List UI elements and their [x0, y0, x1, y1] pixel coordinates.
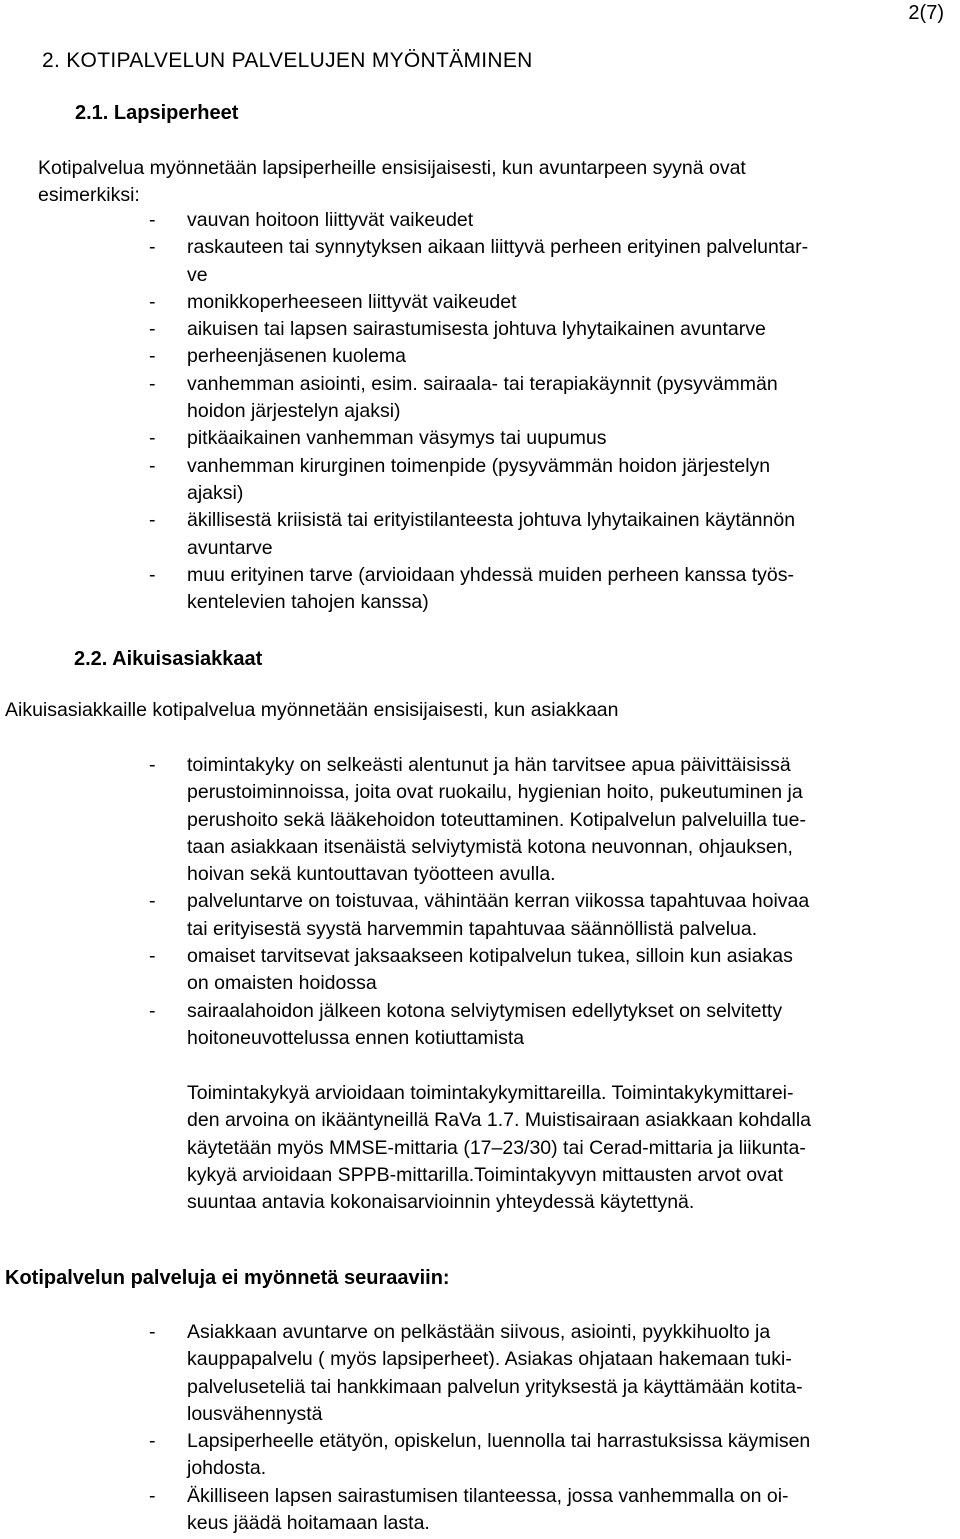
list-item-line: kentelevien tahojen kanssa) — [187, 591, 429, 614]
main-heading: 2. KOTIPALVELUN PALVELUJEN MYÖNTÄMINEN — [42, 49, 533, 72]
list-item-line: perheenjäsenen kuolema — [187, 345, 406, 368]
list-item-line: Asiakkaan avuntarve on pelkästään siivous, asiointi, pyykkihuolto ja — [187, 1321, 771, 1343]
adults-criteria-list — [149, 752, 949, 1052]
list-item — [149, 888, 949, 943]
assessment-line: kykyä arvioidaan SPPB-mittarilla.Toimintakyvyn mittausten arvot ovat — [187, 1163, 784, 1186]
section-heading-not-granted: Kotipalvelun palveluja ei myönnetä seuraaviin: — [5, 1267, 450, 1289]
dash-bullet: - — [149, 563, 156, 586]
families-intro-line: esimerkiksi: — [38, 184, 140, 207]
dash-bullet: - — [149, 345, 156, 368]
dash-bullet: - — [149, 209, 156, 231]
list-item-line: palveluntarve on toistuvaa, vähintään kerran viikossa tapahtuvaa hoivaa — [187, 890, 810, 913]
list-item-line: muu erityinen tarve (arvioidaan yhdessä muiden perheen kanssa työs- — [187, 563, 794, 586]
list-item-line: tai erityisestä syystä harvemmin tapahtuvaa säännöllistä palvelua. — [187, 917, 758, 940]
dash-bullet: - — [149, 372, 156, 395]
dash-bullet: - — [149, 318, 156, 341]
adults-intro: Aikuisasiakkaille kotipalvelua myönnetään ensisijaisesti, kun asiakkaan — [5, 699, 619, 721]
dash-bullet: - — [149, 1321, 156, 1343]
list-item — [149, 343, 939, 370]
families-intro-line: Kotipalvelua myönnetään lapsiperheille ensisijaisesti, kun avuntarpeen syynä ovat — [38, 157, 746, 179]
list-item-line: avuntarve — [187, 536, 273, 559]
list-item-line: Lapsiperheelle etätyön, opiskelun, luennolla tai harrastuksissa käymisen — [187, 1430, 811, 1453]
list-item-line: äkillisestä kriisistä tai erityistilanteesta johtuva lyhytaikainen käytännön — [187, 509, 796, 532]
assessment-line: Toimintakykyä arvioidaan toimintakykymittareilla. Toimintakykymittarei- — [187, 1082, 794, 1104]
list-item-line: raskauteen tai synnytyksen aikaan liittyvä perheen erityinen palveluntar- — [187, 236, 809, 259]
list-item-line: Äkilliseen lapsen sairastumisen tilanteessa, jossa vanhemmalla on oi- — [187, 1484, 789, 1507]
section-heading-adults: 2.2. Aikuisasiakkaat — [74, 648, 263, 670]
list-item — [149, 371, 939, 426]
list-item-line: vanhemman kirurginen toimenpide (pysyvämmän hoidon järjestelyn — [187, 454, 771, 477]
dash-bullet: - — [149, 427, 156, 450]
dash-bullet: - — [149, 454, 156, 477]
list-item — [149, 207, 939, 234]
dash-bullet: - — [149, 999, 156, 1022]
list-item-line: keus jäädä hoitamaan lasta. — [187, 1512, 430, 1535]
assessment-line: käytetään myös MMSE-mittaria (17–23/30) tai Cerad-mittaria ja liikunta- — [187, 1136, 806, 1159]
page-number: 2(7) — [908, 2, 944, 24]
list-item-line: kauppapalvelu ( myös lapsiperheet). Asiakas ohjataan hakemaan tuki- — [187, 1348, 792, 1371]
list-item-line: taan asiakkaan itsenäistä selviytymistä kotona neuvonnan, ohjauksen, — [187, 835, 793, 858]
list-item — [149, 562, 939, 617]
list-item-line: hoivan sekä kuntouttavan työotteen avulla. — [187, 863, 556, 886]
list-item — [149, 507, 939, 562]
list-item-line: ajaksi) — [187, 481, 244, 504]
dash-bullet: - — [149, 754, 156, 776]
list-item — [149, 1483, 939, 1538]
list-item — [149, 998, 949, 1053]
section-heading-families: 2.1. Lapsiperheet — [75, 102, 239, 124]
dash-bullet: - — [149, 236, 156, 259]
list-item — [149, 316, 939, 343]
list-item — [149, 289, 939, 316]
list-item-line: hoitoneuvottelussa ennen kotiuttamista — [187, 1026, 525, 1049]
list-item-line: lousvähennystä — [187, 1402, 323, 1425]
dash-bullet: - — [149, 890, 156, 913]
list-item — [149, 425, 939, 452]
dash-bullet: - — [149, 1484, 156, 1507]
dash-bullet: - — [149, 1430, 156, 1453]
list-item-line: aikuisen tai lapsen sairastumisesta johtuva lyhytaikainen avuntarve — [187, 318, 766, 341]
list-item — [149, 453, 939, 508]
list-item-line: hoidon järjestelyn ajaksi) — [187, 400, 401, 423]
assessment-line: suuntaa antavia kokonaisarvioinnin yhteydessä käytettynä. — [187, 1191, 695, 1214]
list-item-line: ve — [187, 263, 208, 286]
list-item-line: omaiset tarvitsevat jaksaakseen kotipalvelun tukea, silloin kun asiakas — [187, 945, 793, 968]
list-item-line: perustoiminnoissa, joita ovat ruokailu, hygienian hoito, pukeutuminen ja — [187, 781, 803, 804]
assessment-paragraph — [187, 1080, 947, 1216]
list-item — [149, 1319, 939, 1428]
list-item-line: palveluseteliä tai hankkimaan palvelun yrityksestä ja käyttämään kotita- — [187, 1375, 803, 1398]
list-item-line: monikkoperheeseen liittyvät vaikeudet — [187, 290, 517, 313]
list-item-line: vanhemman asiointi, esim. sairaala- tai terapiakäynnit (pysyvämmän — [187, 372, 778, 395]
assessment-line: den arvoina on ikääntyneillä RaVa 1.7. Muistisairaan asiakkaan kohdalla — [187, 1109, 812, 1132]
families-criteria-list — [149, 207, 939, 616]
list-item-line: on omaisten hoidossa — [187, 972, 377, 995]
list-item — [149, 752, 949, 888]
families-intro — [38, 155, 938, 210]
list-item-line: sairaalahoidon jälkeen kotona selviytymisen edellytykset on selvitetty — [187, 999, 783, 1022]
list-item — [149, 1428, 939, 1483]
not-granted-list — [149, 1319, 939, 1537]
list-item — [149, 234, 939, 289]
list-item-line: pitkäaikainen vanhemman väsymys tai uupumus — [187, 427, 607, 450]
list-item-line: vauvan hoitoon liittyvät vaikeudet — [187, 209, 474, 231]
dash-bullet: - — [149, 509, 156, 532]
list-item-line: johdosta. — [187, 1457, 267, 1480]
list-item-line: toimintakyky on selkeästi alentunut ja hän tarvitsee apua päivittäisissä — [187, 754, 791, 776]
list-item-line: perushoito sekä lääkehoidon toteuttaminen. Kotipalvelun palveluilla tue- — [187, 808, 806, 831]
list-item — [149, 943, 949, 998]
dash-bullet: - — [149, 290, 156, 313]
dash-bullet: - — [149, 945, 156, 968]
